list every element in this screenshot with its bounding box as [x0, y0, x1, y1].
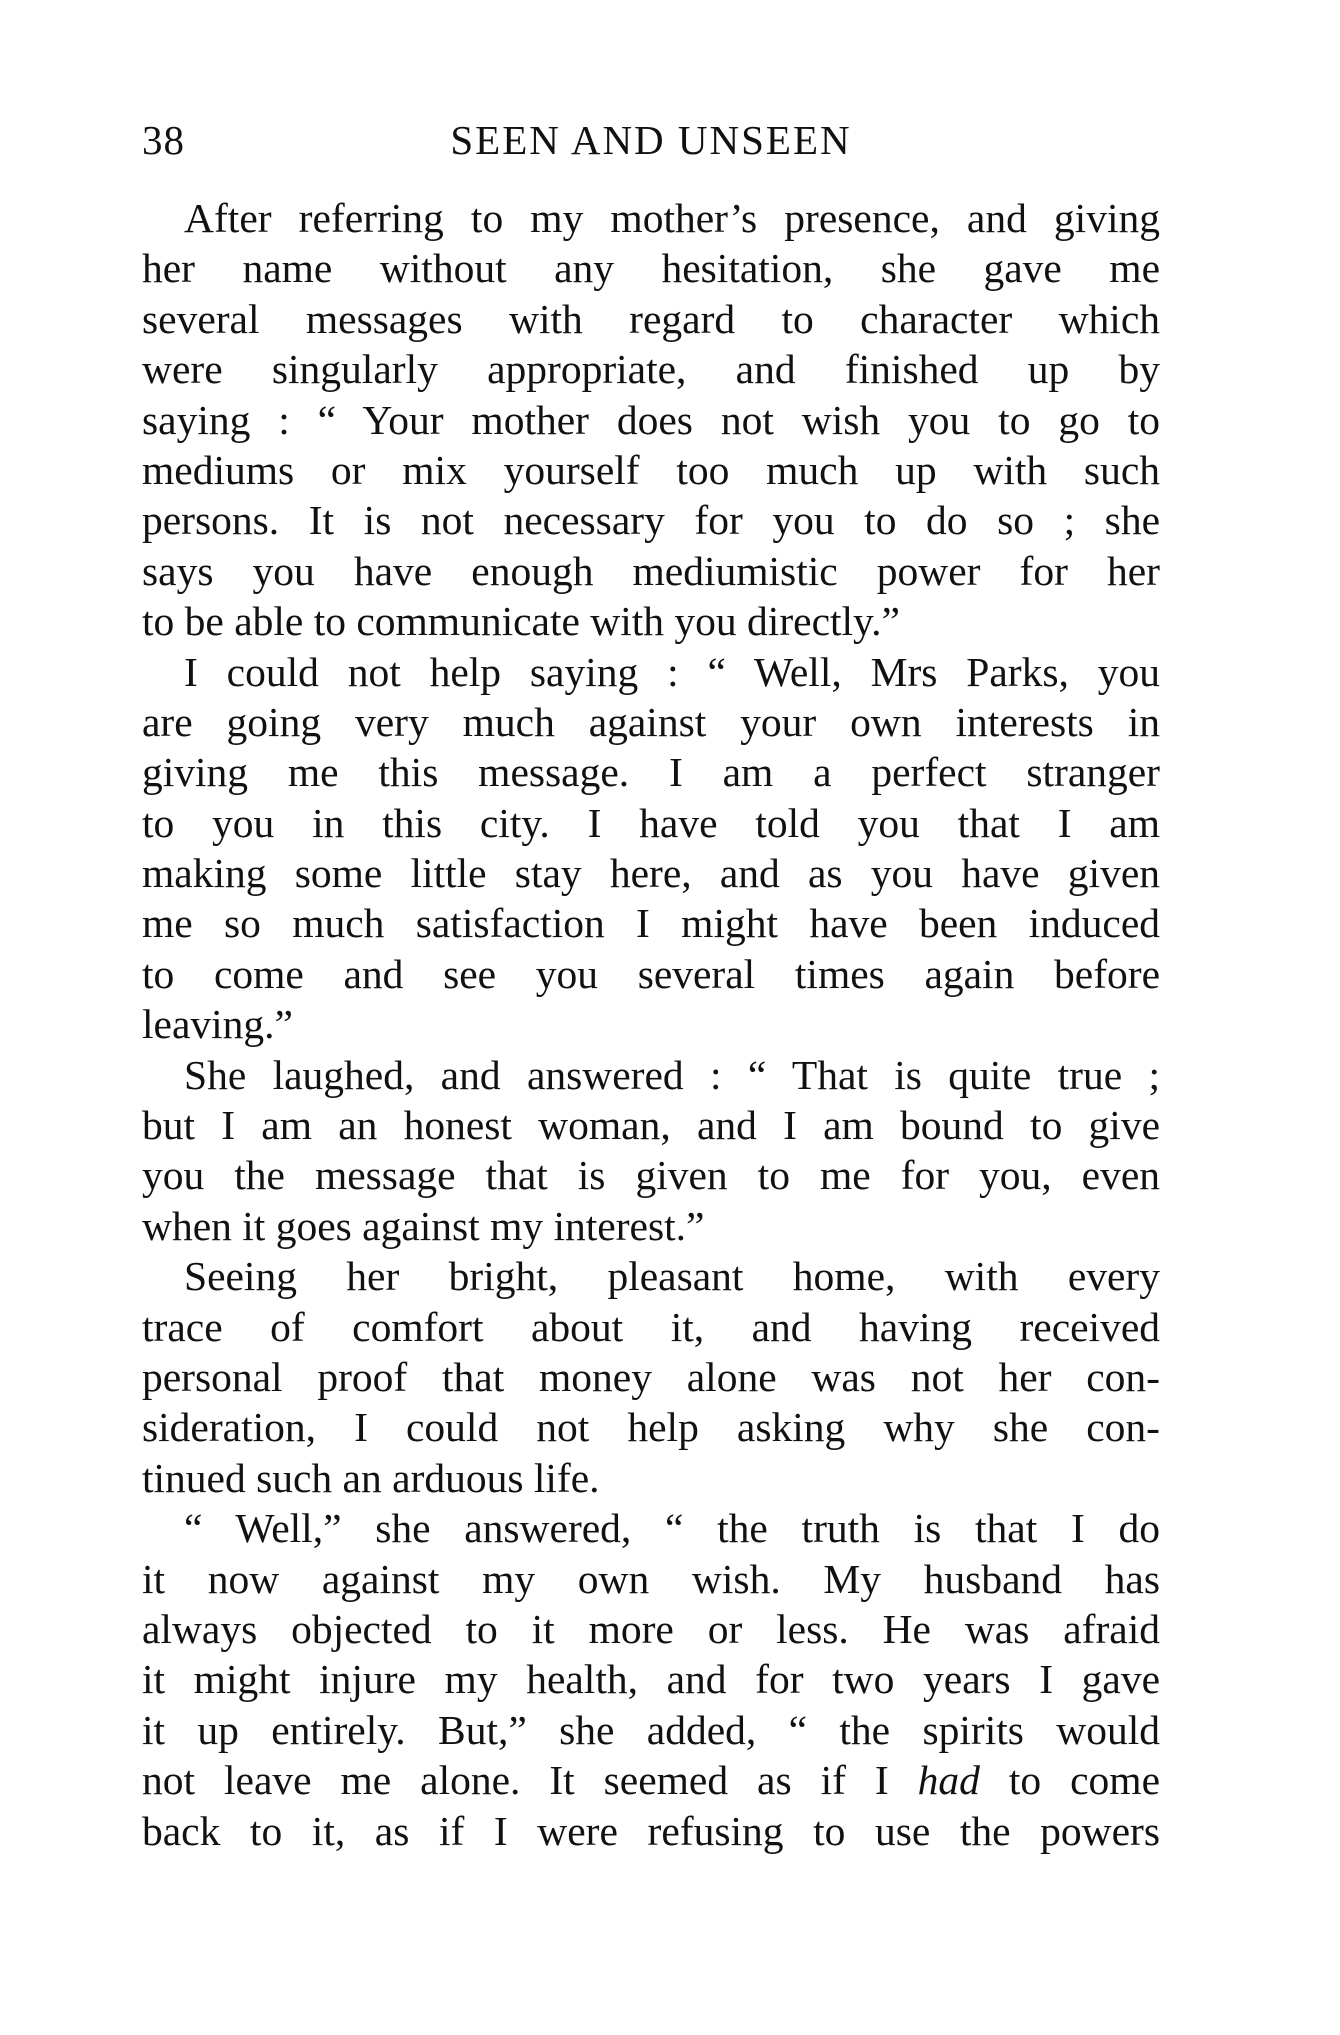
text-line: to come and see you several times again before: [142, 950, 1160, 997]
text-line: says you have enough mediumistic power for her: [142, 547, 1160, 594]
text-line: back to it, as if I were refusing to use the powers: [142, 1807, 1160, 1854]
text-line: sideration, I could not help asking why she con-: [142, 1404, 1160, 1451]
text-line: several messages with regard to character which: [142, 295, 1160, 342]
text-line: mediums or mix yourself too much up with such: [142, 446, 1160, 493]
text-line: persons. It is not necessary for you to do so ; she: [142, 497, 1160, 544]
running-header: [142, 116, 1160, 172]
text-line-segment: not leave me alone. It seemed as if I: [142, 1757, 918, 1804]
text-line: I could not help saying : “ Well, Mrs Parks, you: [184, 648, 1160, 695]
text-line: “ Well,” she answered, “ the truth is that I do: [184, 1505, 1160, 1552]
text-line: trace of comfort about it, and having received: [142, 1303, 1160, 1350]
text-line: but I am an honest woman, and I am bound to give: [142, 1102, 1160, 1149]
text-line: it up entirely. But,” she added, “ the spirits would: [142, 1706, 1160, 1753]
text-line: After referring to my mother’s presence, and giving: [184, 195, 1160, 241]
page-number: 38: [142, 117, 185, 163]
text-line: to you in this city. I have told you that I am: [142, 799, 1160, 846]
text-line: She laughed, and answered : “ That is quite true ;: [184, 1051, 1160, 1098]
body-text: [142, 193, 1160, 1856]
text-line: it now against my own wish. My husband has: [142, 1555, 1160, 1602]
text-line: [142, 1755, 1160, 1805]
text-line: it might injure my health, and for two years I gave: [142, 1656, 1160, 1703]
text-line: were singularly appropriate, and finished up by: [142, 346, 1160, 393]
text-line: when it goes against my interest.”: [142, 1202, 705, 1249]
text-line: leaving.”: [142, 1001, 293, 1048]
text-line: me so much satisfaction I might have been induced: [142, 900, 1160, 947]
text-line: tinued such an arduous life.: [142, 1454, 600, 1501]
text-line: personal proof that money alone was not her con-: [142, 1353, 1160, 1400]
text-line-segment: to come: [979, 1757, 1160, 1804]
text-line: Seeing her bright, pleasant home, with every: [184, 1253, 1160, 1300]
text-line: are going very much against your own interests in: [142, 698, 1160, 745]
text-line: giving me this message. I am a perfect stranger: [142, 749, 1160, 796]
text-line: always objected to it more or less. He was afraid: [142, 1605, 1160, 1652]
text-line: you the message that is given to me for you, even: [142, 1152, 1160, 1199]
italic-emphasis: had: [917, 1757, 980, 1804]
text-line: to be able to communicate with you directly.”: [142, 598, 900, 645]
text-line: her name without any hesitation, she gave me: [142, 245, 1160, 292]
text-line: making some little stay here, and as you have given: [142, 850, 1160, 897]
running-title: SEEN AND UNSEEN: [450, 117, 852, 163]
text-line: saying : “ Your mother does not wish you to go to: [142, 396, 1160, 443]
